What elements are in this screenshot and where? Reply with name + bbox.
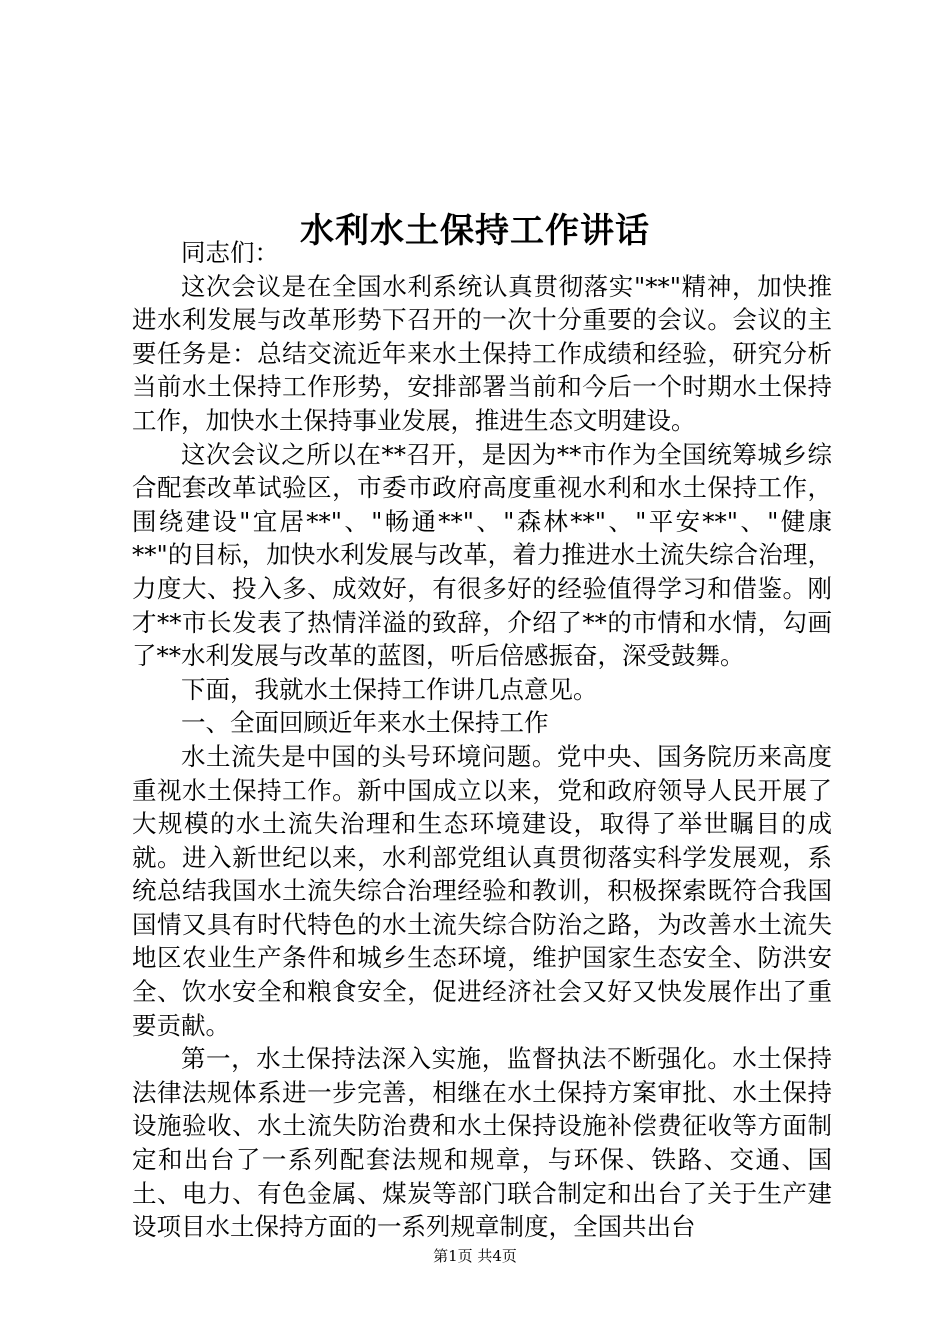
document-body bbox=[132, 236, 832, 1244]
paragraph: 下面，我就水土保持工作讲几点意见。 bbox=[181, 674, 598, 704]
section-heading: 一、全面回顾近年来水土保持工作 bbox=[181, 708, 549, 738]
paragraph: 这次会议之所以在**召开，是因为**市作为全国统筹城乡综合配套改革试验区，市委市政府高度重视水利和水土保持工作，围绕建设"宜居**"、"畅通**"、"森林**"、"平安**"、"健康**"的目标，加快水利发展与改革，着力推进水土流失综合治理，力度大、投入多、成效好，有很多好的经验值得学习和借鉴。刚才**市长发表了热情洋溢的致辞，介绍了**的市情和水情，勾画了**水利发展与改革的蓝图，听后倍感振奋，深受鼓舞。 bbox=[132, 439, 832, 671]
paragraph: 第一，水土保持法深入实施，监督执法不断强化。水土保持法律法规体系进一步完善，相继在水土保持方案审批、水土保持设施验收、水土流失防治费和水土保持设施补偿费征收等方面制定和出台了一系列配套法规和规章，与环保、铁路、交通、国土、电力、有色金属、煤炭等部门联合制定和出台了关于生产建设项目水土保持方面的一系列规章制度，全国共出台 bbox=[132, 1044, 832, 1242]
paragraph: 水土流失是中国的头号环境问题。党中央、国务院历来高度重视水土保持工作。新中国成立以来，党和政府领导人民开展了大规模的水土流失治理和生态环境建设，取得了举世瞩目的成就。进入新世纪以来，水利部党组认真贯彻落实科学发展观，系统总结我国水土流失综合治理经验和教训，积极探索既符合我国国情又具有时代特色的水土流失综合防治之路，为改善水土流失地区农业生产条件和城乡生态环境，维护国家生态安全、防洪安全、饮水安全和粮食安全，促进经济社会又好又快发展作出了重要贡献。 bbox=[132, 741, 832, 1040]
paragraph: 这次会议是在全国水利系统认真贯彻落实"**"精神，加快推进水利发展与改革形势下召开的一次十分重要的会议。会议的主要任务是：总结交流近年来水土保持工作成绩和经验，研究分析当前水土保持工作形势，安排部署当前和今后一个时期水土保持工作，加快水土保持事业发展，推进生态文明建设。 bbox=[132, 271, 832, 435]
salutation: 同志们： bbox=[181, 238, 279, 267]
document-title: 水利水土保持工作讲话 bbox=[300, 210, 650, 251]
page-footer: 第1页 共4页 bbox=[433, 1247, 517, 1265]
